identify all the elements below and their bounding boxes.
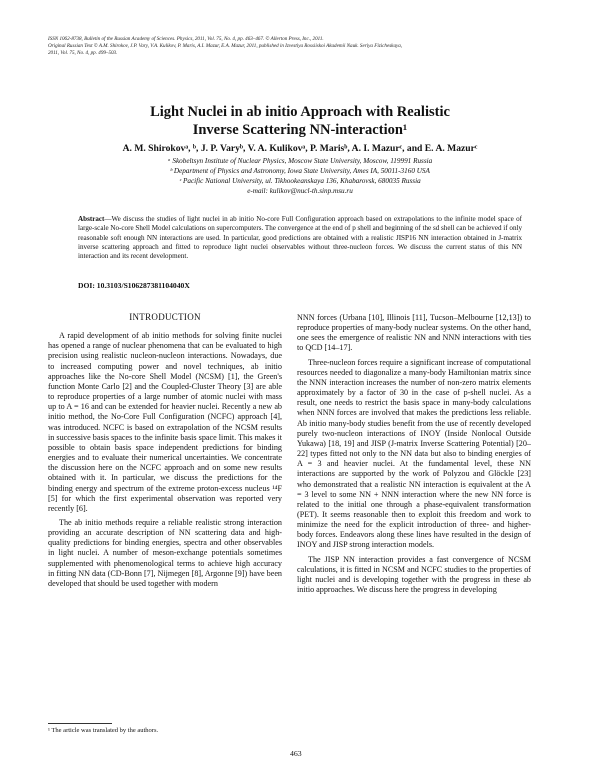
right-column: [297, 313, 531, 595]
abstract-label: Abstract: [78, 215, 105, 223]
paragraph: NNN forces (Urbana [10], Illinois [11], Tucson–Melbourne [12,13]) to reproduce properties of many-body nuclear systems. On the other hand, one sees the emergence of realistic NN and NNN interactions with ties to QCD [14–17].: [297, 313, 531, 353]
footnote: ¹ The article was translated by the authors.: [48, 727, 159, 734]
journal-header: [48, 36, 558, 57]
affiliations: [60, 156, 540, 196]
section-heading: INTRODUCTION: [129, 312, 201, 322]
header-line: Original Russian Text © A.M. Shirokov, J.P. Vary, V.A. Kulikov, P. Maris, A.I. Mazur, E.A. Mazur, 2011, published in Izvestiya Rossiiskoi Akademii Nauk. Seriya Fizicheskaya,: [48, 43, 403, 49]
page-number: 463: [290, 749, 302, 758]
left-column: [48, 312, 282, 589]
abstract-text: —We discuss the studies of light nuclei in ab initio No-core Full Configuration approach based on extrapolations to the infinite model space of large-scale No-core Shell Model calculations on supercomputers. The convergence at the end of p shell and beginning of the sd shell can be achieved if only reasonable soft enough NN interactions are used. In particular, good predictions are obtained with a realistic JISP16 NN interaction obtained in J-matrix inverse scattering approach and fitted to reproduce light nuclei observables without three-nucleon forces. We discuss the current status of this NN interaction and its recent development.: [78, 215, 523, 261]
author-list: A. M. Shirokovᵃ, ᵇ, J. P. Varyᵇ, V. A. Kulikovᵃ, P. Marisᵇ, A. I. Mazurᶜ, and E. A. Mazurᶜ: [122, 143, 478, 154]
header-line: ISSN 1062-8738, Bulletin of the Russian Academy of Sciences. Physics, 2011, Vol. 75, No. 4, pp. 463–467. © Allerton Press, Inc., 2011.: [48, 36, 324, 42]
abstract: [78, 215, 522, 261]
affiliation: ᵃ Skobeltsyn Institute of Nuclear Physics, Moscow State University, Moscow, 119991 Russia: [167, 157, 433, 165]
article-title: [60, 103, 540, 139]
paragraph: A rapid development of ab initio methods for solving finite nuclei has opened a range of nuclear phenomena that can be evaluated to high precision using realistic nucleon-nucleon interactions. Nowadays, due to increased computing power and novel techniques, ab initio approaches like the No-core Shell Model (NCSM) [1], the Green's function Monte Carlo [2] and the Coupled-Cluster Theory [3] are able to reproduce properties of a large number of atomic nuclei with mass up to A = 16 and can be extended for heavier nuclei. Recently a new ab initio method, the No-Core Full Configuration (NCFC) approach [4], was introduced. NCFC is based on extrapolation of the NCSM results in successive basis spaces to the infinite basis space limit. This makes it possible to obtain basis space independent predictions for binding energies and to evaluate their numerical uncertainties. We concentrate the discussion here on the NCFC approach and on some new results obtained with it. In particular, we discuss the predictions for the binding energy and spectrum of the extreme proton-excess nucleus ¹⁴F [5] for which the first experimental observation was reported very recently [6].: [48, 331, 282, 513]
contact-email: e-mail: kulikov@nucl-th.sinp.msu.ru: [247, 187, 353, 195]
affiliation: ᵇ Department of Physics and Astronomy, Iowa State University, Ames IA, 50011-3160 USA: [170, 167, 430, 175]
paragraph: The ab initio methods require a reliable realistic strong interaction providing an accurate description of NN scattering data and high-quality predictions for binding energies, spectra and other observables in light nuclei. A number of meson-exchange potentials sometimes supplemented with phenomenological terms to achieve high accuracy in fitting NN data (CD-Bonn [7], Nijmegen [8], Argonne [9]) have been developed that should be used together with modern: [48, 517, 282, 588]
header-line: 2011, Vol. 75, No. 4, pp. 499–503.: [48, 50, 118, 56]
affiliation: ᶜ Pacific National University, ul. Tikhookeanskaya 136, Khabarovsk, 680035 Russia: [179, 177, 421, 185]
paragraph: Three-nucleon forces require a significant increase of computational resources needed to diagonalize a many-body Hamiltonian matrix since the NNN interaction increases the number of non-zero matrix elements approximately by a factor of 30 in the case of p-shell nuclei. As a result, one needs to restrict the basis space in many-body calculations when NNN forces are involved that makes the predictions less reliable. Ab initio many-body studies benefit from the use of recently developed purely two-nucleon interactions of INOY (Inside Nonlocal Outside Yukawa) [18, 19] and JISP (J-matrix Inverse Scattering Potential) [20–22] types fitted not only to the NN data but also to binding energies of A = 3 and heavier nuclei. At the fundamental level, these NN interactions are supported by the work of Polyzou and Glöckle [23] who demonstrated that a realistic NN interaction is equivalent at the A = 3 level to some NN + NNN interaction where the new NN force is related to the initial one through a phase-equivalent transformation (PET). It seems reasonable then to exploit this freedom and work to minimize the need for the explicit introduction of three- and higher-body forces. Endeavors along these lines have resulted in the design of INOY and JISP strong interaction models.: [297, 357, 531, 550]
title-line: Light Nuclei in ab initio Approach with Realistic: [150, 104, 450, 120]
title-line: Inverse Scattering NN-interaction¹: [192, 122, 408, 138]
doi: DOI: 10.3103/S106287381104040X: [78, 281, 190, 290]
footnote-divider: [48, 723, 112, 724]
paragraph: The JISP NN interaction provides a fast convergence of NCSM calculations, it is fitted in NCSM and NCFC studies to the properties of light nuclei and is developing together with the progress in these ab initio approaches. We discuss here the progress in developing: [297, 554, 531, 595]
